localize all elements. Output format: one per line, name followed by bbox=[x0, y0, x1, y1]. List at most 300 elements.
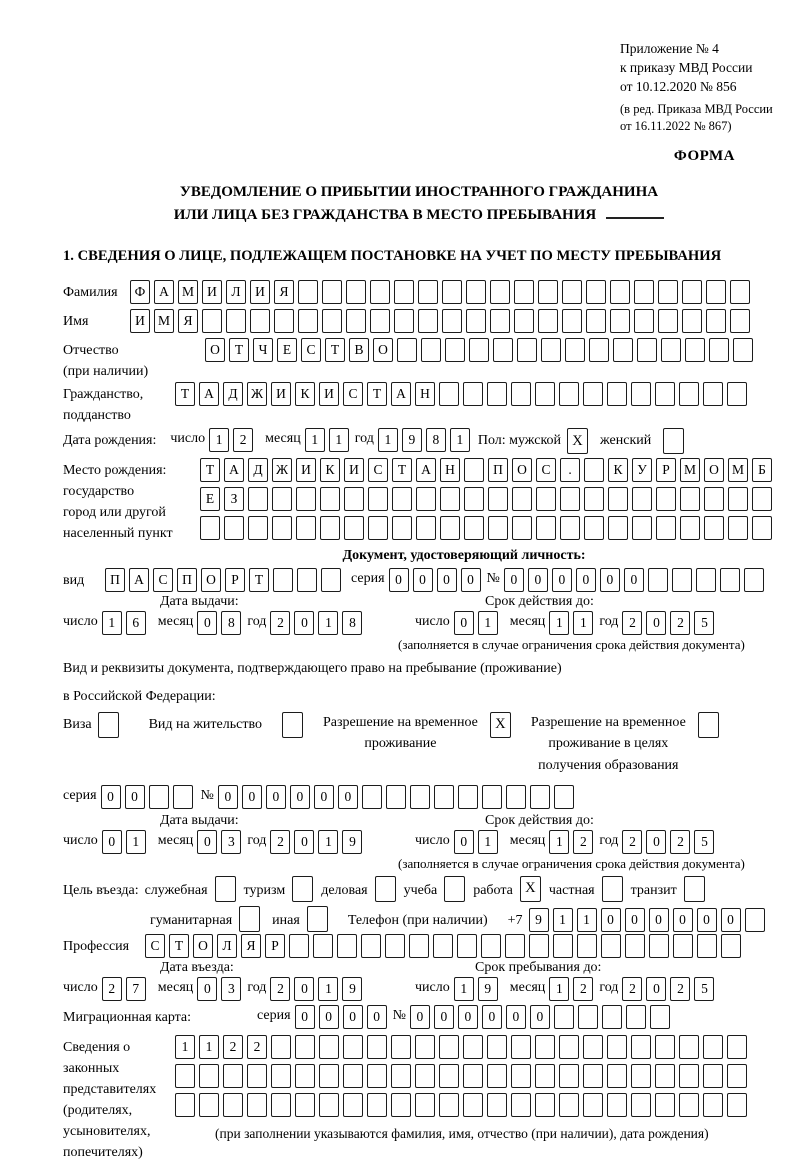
char-box[interactable] bbox=[415, 1064, 435, 1088]
char-box[interactable] bbox=[696, 568, 716, 592]
char-box[interactable] bbox=[649, 934, 669, 958]
char-box[interactable] bbox=[298, 309, 318, 333]
char-box[interactable] bbox=[367, 1035, 387, 1059]
char-box[interactable]: А bbox=[416, 458, 436, 482]
char-box[interactable]: 2 bbox=[670, 611, 690, 635]
char-box[interactable]: Д bbox=[223, 382, 243, 406]
char-box[interactable] bbox=[704, 516, 724, 540]
char-box[interactable] bbox=[173, 785, 193, 809]
char-box[interactable] bbox=[583, 1093, 603, 1117]
char-box[interactable] bbox=[368, 487, 388, 511]
char-box[interactable] bbox=[464, 458, 484, 482]
char-box[interactable] bbox=[295, 1064, 315, 1088]
char-box[interactable] bbox=[506, 785, 526, 809]
char-box[interactable]: 3 bbox=[221, 830, 241, 854]
char-box[interactable]: 8 bbox=[342, 611, 362, 635]
char-box[interactable] bbox=[682, 309, 702, 333]
char-box[interactable] bbox=[682, 280, 702, 304]
char-box[interactable] bbox=[586, 280, 606, 304]
char-box[interactable] bbox=[391, 1093, 411, 1117]
char-box[interactable]: 0 bbox=[437, 568, 457, 592]
char-box[interactable]: С bbox=[536, 458, 556, 482]
char-box[interactable]: И bbox=[296, 458, 316, 482]
char-box[interactable]: 1 bbox=[450, 428, 470, 452]
char-box[interactable]: 1 bbox=[549, 977, 569, 1001]
char-box[interactable] bbox=[344, 487, 364, 511]
char-box[interactable]: 0 bbox=[294, 830, 314, 854]
char-box[interactable]: 2 bbox=[270, 830, 290, 854]
char-box[interactable] bbox=[343, 1035, 363, 1059]
char-box[interactable] bbox=[175, 1064, 195, 1088]
sex-female-checkbox[interactable] bbox=[663, 428, 684, 454]
char-box[interactable]: Ж bbox=[247, 382, 267, 406]
char-box[interactable] bbox=[410, 785, 430, 809]
char-box[interactable] bbox=[577, 934, 597, 958]
char-box[interactable]: Р bbox=[225, 568, 245, 592]
char-box[interactable] bbox=[319, 1064, 339, 1088]
char-box[interactable] bbox=[321, 568, 341, 592]
char-box[interactable]: 6 bbox=[126, 611, 146, 635]
char-box[interactable] bbox=[583, 1035, 603, 1059]
char-box[interactable] bbox=[319, 1093, 339, 1117]
char-box[interactable]: 0 bbox=[624, 568, 644, 592]
char-box[interactable]: 0 bbox=[721, 908, 741, 932]
char-box[interactable]: П bbox=[488, 458, 508, 482]
char-box[interactable]: 0 bbox=[506, 1005, 526, 1029]
purpose-humanitarian-checkbox[interactable] bbox=[239, 906, 260, 932]
char-box[interactable]: К bbox=[320, 458, 340, 482]
char-box[interactable] bbox=[344, 516, 364, 540]
char-box[interactable]: Е bbox=[277, 338, 297, 362]
char-box[interactable]: 1 bbox=[573, 611, 593, 635]
char-box[interactable] bbox=[658, 309, 678, 333]
char-box[interactable]: С bbox=[145, 934, 165, 958]
char-box[interactable] bbox=[728, 516, 748, 540]
char-box[interactable] bbox=[608, 487, 628, 511]
char-box[interactable] bbox=[626, 1005, 646, 1029]
char-box[interactable] bbox=[274, 309, 294, 333]
char-box[interactable] bbox=[439, 382, 459, 406]
char-box[interactable]: 3 bbox=[221, 977, 241, 1001]
char-box[interactable]: С bbox=[153, 568, 173, 592]
char-box[interactable] bbox=[514, 280, 534, 304]
char-box[interactable]: 0 bbox=[314, 785, 334, 809]
char-box[interactable]: 0 bbox=[482, 1005, 502, 1029]
char-box[interactable] bbox=[320, 516, 340, 540]
char-box[interactable]: З bbox=[224, 487, 244, 511]
char-box[interactable] bbox=[370, 280, 390, 304]
char-box[interactable]: И bbox=[130, 309, 150, 333]
char-box[interactable] bbox=[703, 1093, 723, 1117]
char-box[interactable] bbox=[511, 1064, 531, 1088]
char-box[interactable]: 1 bbox=[454, 977, 474, 1001]
char-box[interactable] bbox=[487, 1064, 507, 1088]
sex-male-checkbox[interactable]: X bbox=[567, 428, 588, 454]
char-box[interactable] bbox=[319, 1035, 339, 1059]
char-box[interactable]: 0 bbox=[697, 908, 717, 932]
char-box[interactable] bbox=[149, 785, 169, 809]
char-box[interactable]: Т bbox=[367, 382, 387, 406]
char-box[interactable] bbox=[730, 309, 750, 333]
char-box[interactable] bbox=[529, 934, 549, 958]
char-box[interactable] bbox=[248, 487, 268, 511]
char-box[interactable]: 1 bbox=[126, 830, 146, 854]
char-box[interactable] bbox=[175, 1093, 195, 1117]
char-box[interactable] bbox=[752, 487, 772, 511]
char-box[interactable]: А bbox=[154, 280, 174, 304]
char-box[interactable]: 0 bbox=[530, 1005, 550, 1029]
char-box[interactable] bbox=[493, 338, 513, 362]
char-box[interactable] bbox=[463, 1093, 483, 1117]
char-box[interactable] bbox=[610, 280, 630, 304]
char-box[interactable]: И bbox=[250, 280, 270, 304]
char-box[interactable] bbox=[416, 516, 436, 540]
char-box[interactable] bbox=[673, 934, 693, 958]
char-box[interactable]: К bbox=[295, 382, 315, 406]
char-box[interactable] bbox=[727, 1093, 747, 1117]
char-box[interactable] bbox=[361, 934, 381, 958]
char-box[interactable] bbox=[658, 280, 678, 304]
char-box[interactable] bbox=[727, 382, 747, 406]
char-box[interactable] bbox=[415, 1035, 435, 1059]
char-box[interactable] bbox=[559, 1093, 579, 1117]
char-box[interactable]: Ф bbox=[130, 280, 150, 304]
char-box[interactable]: 0 bbox=[673, 908, 693, 932]
char-box[interactable] bbox=[481, 934, 501, 958]
char-box[interactable] bbox=[631, 1035, 651, 1059]
visa-checkbox[interactable] bbox=[98, 712, 119, 738]
char-box[interactable]: 0 bbox=[294, 611, 314, 635]
char-box[interactable]: 9 bbox=[478, 977, 498, 1001]
char-box[interactable] bbox=[488, 487, 508, 511]
char-box[interactable]: 9 bbox=[529, 908, 549, 932]
char-box[interactable] bbox=[679, 1035, 699, 1059]
char-box[interactable]: Д bbox=[248, 458, 268, 482]
char-box[interactable]: К bbox=[608, 458, 628, 482]
char-box[interactable] bbox=[397, 338, 417, 362]
char-box[interactable] bbox=[554, 1005, 574, 1029]
char-box[interactable] bbox=[487, 1093, 507, 1117]
char-box[interactable] bbox=[464, 487, 484, 511]
char-box[interactable] bbox=[745, 908, 765, 932]
char-box[interactable] bbox=[733, 338, 753, 362]
char-box[interactable] bbox=[343, 1093, 363, 1117]
char-box[interactable]: 1 bbox=[478, 830, 498, 854]
char-box[interactable] bbox=[367, 1093, 387, 1117]
char-box[interactable] bbox=[202, 309, 222, 333]
char-box[interactable] bbox=[458, 785, 478, 809]
char-box[interactable] bbox=[511, 1035, 531, 1059]
char-box[interactable] bbox=[625, 934, 645, 958]
purpose-private-checkbox[interactable] bbox=[602, 876, 623, 902]
char-box[interactable] bbox=[297, 568, 317, 592]
char-box[interactable]: 0 bbox=[504, 568, 524, 592]
char-box[interactable]: 9 bbox=[342, 977, 362, 1001]
char-box[interactable] bbox=[632, 487, 652, 511]
char-box[interactable]: 0 bbox=[294, 977, 314, 1001]
char-box[interactable] bbox=[720, 568, 740, 592]
char-box[interactable] bbox=[697, 934, 717, 958]
char-box[interactable]: 5 bbox=[694, 977, 714, 1001]
char-box[interactable]: О bbox=[704, 458, 724, 482]
char-box[interactable]: 5 bbox=[694, 611, 714, 635]
char-box[interactable] bbox=[490, 280, 510, 304]
char-box[interactable]: О bbox=[512, 458, 532, 482]
char-box[interactable] bbox=[482, 785, 502, 809]
char-box[interactable]: 2 bbox=[622, 830, 642, 854]
char-box[interactable]: Т bbox=[175, 382, 195, 406]
char-box[interactable] bbox=[457, 934, 477, 958]
char-box[interactable]: 2 bbox=[270, 611, 290, 635]
char-box[interactable]: 0 bbox=[218, 785, 238, 809]
char-box[interactable]: 0 bbox=[646, 611, 666, 635]
char-box[interactable]: Я bbox=[274, 280, 294, 304]
char-box[interactable] bbox=[535, 1064, 555, 1088]
char-box[interactable]: Б bbox=[752, 458, 772, 482]
temp-permit-checkbox[interactable]: X bbox=[490, 712, 511, 738]
char-box[interactable] bbox=[418, 309, 438, 333]
char-box[interactable]: Т bbox=[169, 934, 189, 958]
char-box[interactable] bbox=[416, 487, 436, 511]
char-box[interactable] bbox=[655, 1064, 675, 1088]
char-box[interactable]: 2 bbox=[233, 428, 253, 452]
char-box[interactable] bbox=[632, 516, 652, 540]
char-box[interactable] bbox=[589, 338, 609, 362]
char-box[interactable]: И bbox=[271, 382, 291, 406]
char-box[interactable]: 8 bbox=[221, 611, 241, 635]
char-box[interactable] bbox=[703, 1035, 723, 1059]
char-box[interactable] bbox=[394, 280, 414, 304]
char-box[interactable] bbox=[439, 1093, 459, 1117]
char-box[interactable]: 0 bbox=[461, 568, 481, 592]
char-box[interactable]: М bbox=[728, 458, 748, 482]
char-box[interactable]: 0 bbox=[528, 568, 548, 592]
char-box[interactable]: М bbox=[178, 280, 198, 304]
char-box[interactable] bbox=[392, 487, 412, 511]
char-box[interactable]: 0 bbox=[458, 1005, 478, 1029]
char-box[interactable] bbox=[394, 309, 414, 333]
char-box[interactable]: 0 bbox=[102, 830, 122, 854]
char-box[interactable] bbox=[553, 934, 573, 958]
char-box[interactable] bbox=[415, 1093, 435, 1117]
char-box[interactable] bbox=[514, 309, 534, 333]
char-box[interactable] bbox=[421, 338, 441, 362]
char-box[interactable]: Е bbox=[200, 487, 220, 511]
char-box[interactable] bbox=[223, 1093, 243, 1117]
char-box[interactable] bbox=[386, 785, 406, 809]
char-box[interactable]: 0 bbox=[454, 611, 474, 635]
purpose-work-checkbox[interactable]: X bbox=[520, 876, 541, 902]
char-box[interactable] bbox=[744, 568, 764, 592]
char-box[interactable] bbox=[298, 280, 318, 304]
char-box[interactable]: 1 bbox=[318, 977, 338, 1001]
char-box[interactable]: 1 bbox=[329, 428, 349, 452]
char-box[interactable]: У bbox=[632, 458, 652, 482]
char-box[interactable] bbox=[709, 338, 729, 362]
residence-permit-checkbox[interactable] bbox=[282, 712, 303, 738]
char-box[interactable] bbox=[661, 338, 681, 362]
char-box[interactable]: 0 bbox=[197, 611, 217, 635]
char-box[interactable] bbox=[685, 338, 705, 362]
char-box[interactable]: 2 bbox=[622, 611, 642, 635]
char-box[interactable]: 8 bbox=[426, 428, 446, 452]
char-box[interactable] bbox=[706, 280, 726, 304]
char-box[interactable]: В bbox=[349, 338, 369, 362]
char-box[interactable] bbox=[391, 1035, 411, 1059]
char-box[interactable] bbox=[271, 1035, 291, 1059]
char-box[interactable] bbox=[650, 1005, 670, 1029]
char-box[interactable]: 2 bbox=[573, 977, 593, 1001]
char-box[interactable]: 0 bbox=[389, 568, 409, 592]
char-box[interactable] bbox=[607, 1064, 627, 1088]
char-box[interactable] bbox=[541, 338, 561, 362]
char-box[interactable] bbox=[439, 1035, 459, 1059]
char-box[interactable] bbox=[313, 934, 333, 958]
char-box[interactable] bbox=[610, 309, 630, 333]
char-box[interactable] bbox=[505, 934, 525, 958]
char-box[interactable]: 0 bbox=[367, 1005, 387, 1029]
char-box[interactable]: Н bbox=[440, 458, 460, 482]
char-box[interactable] bbox=[634, 309, 654, 333]
purpose-transit-checkbox[interactable] bbox=[684, 876, 705, 902]
char-box[interactable]: 2 bbox=[247, 1035, 267, 1059]
char-box[interactable]: 0 bbox=[295, 1005, 315, 1029]
char-box[interactable]: 9 bbox=[342, 830, 362, 854]
char-box[interactable] bbox=[296, 487, 316, 511]
char-box[interactable]: Ч bbox=[253, 338, 273, 362]
char-box[interactable] bbox=[634, 280, 654, 304]
char-box[interactable] bbox=[578, 1005, 598, 1029]
char-box[interactable] bbox=[490, 309, 510, 333]
char-box[interactable] bbox=[560, 487, 580, 511]
char-box[interactable] bbox=[337, 934, 357, 958]
char-box[interactable] bbox=[559, 1064, 579, 1088]
char-box[interactable] bbox=[463, 1064, 483, 1088]
char-box[interactable]: Т bbox=[249, 568, 269, 592]
char-box[interactable]: 0 bbox=[434, 1005, 454, 1029]
char-box[interactable]: А bbox=[199, 382, 219, 406]
char-box[interactable] bbox=[445, 338, 465, 362]
char-box[interactable] bbox=[442, 280, 462, 304]
char-box[interactable] bbox=[728, 487, 748, 511]
char-box[interactable]: М bbox=[154, 309, 174, 333]
char-box[interactable] bbox=[271, 1093, 291, 1117]
char-box[interactable]: 2 bbox=[223, 1035, 243, 1059]
char-box[interactable]: 2 bbox=[270, 977, 290, 1001]
char-box[interactable]: 0 bbox=[410, 1005, 430, 1029]
char-box[interactable]: 0 bbox=[343, 1005, 363, 1029]
char-box[interactable] bbox=[584, 516, 604, 540]
char-box[interactable] bbox=[442, 309, 462, 333]
char-box[interactable]: 1 bbox=[102, 611, 122, 635]
char-box[interactable] bbox=[391, 1064, 411, 1088]
char-box[interactable]: Н bbox=[415, 382, 435, 406]
char-box[interactable] bbox=[535, 1093, 555, 1117]
char-box[interactable]: 9 bbox=[402, 428, 422, 452]
char-box[interactable] bbox=[223, 1064, 243, 1088]
char-box[interactable] bbox=[487, 1035, 507, 1059]
char-box[interactable] bbox=[466, 280, 486, 304]
char-box[interactable]: Р bbox=[265, 934, 285, 958]
char-box[interactable]: Т bbox=[229, 338, 249, 362]
char-box[interactable]: 0 bbox=[101, 785, 121, 809]
char-box[interactable] bbox=[562, 309, 582, 333]
char-box[interactable] bbox=[703, 1064, 723, 1088]
char-box[interactable] bbox=[727, 1035, 747, 1059]
char-box[interactable] bbox=[511, 1093, 531, 1117]
char-box[interactable] bbox=[433, 934, 453, 958]
char-box[interactable] bbox=[469, 338, 489, 362]
char-box[interactable]: С bbox=[343, 382, 363, 406]
char-box[interactable]: 2 bbox=[670, 977, 690, 1001]
char-box[interactable]: 2 bbox=[573, 830, 593, 854]
char-box[interactable] bbox=[464, 516, 484, 540]
char-box[interactable] bbox=[637, 338, 657, 362]
char-box[interactable]: Л bbox=[217, 934, 237, 958]
char-box[interactable]: 7 bbox=[126, 977, 146, 1001]
char-box[interactable] bbox=[706, 309, 726, 333]
char-box[interactable] bbox=[322, 280, 342, 304]
char-box[interactable]: 0 bbox=[290, 785, 310, 809]
char-box[interactable] bbox=[512, 487, 532, 511]
char-box[interactable] bbox=[554, 785, 574, 809]
char-box[interactable]: Р bbox=[656, 458, 676, 482]
char-box[interactable] bbox=[530, 785, 550, 809]
char-box[interactable] bbox=[679, 1064, 699, 1088]
char-box[interactable]: О bbox=[373, 338, 393, 362]
char-box[interactable]: . bbox=[560, 458, 580, 482]
char-box[interactable]: О bbox=[205, 338, 225, 362]
char-box[interactable]: 0 bbox=[413, 568, 433, 592]
purpose-other-checkbox[interactable] bbox=[307, 906, 328, 932]
char-box[interactable]: 1 bbox=[209, 428, 229, 452]
char-box[interactable] bbox=[680, 487, 700, 511]
char-box[interactable] bbox=[535, 382, 555, 406]
char-box[interactable] bbox=[721, 934, 741, 958]
char-box[interactable] bbox=[362, 785, 382, 809]
char-box[interactable]: 1 bbox=[318, 830, 338, 854]
char-box[interactable]: 1 bbox=[305, 428, 325, 452]
char-box[interactable]: Я bbox=[178, 309, 198, 333]
char-box[interactable]: С bbox=[368, 458, 388, 482]
char-box[interactable]: 0 bbox=[576, 568, 596, 592]
char-box[interactable]: П bbox=[105, 568, 125, 592]
char-box[interactable] bbox=[680, 516, 700, 540]
char-box[interactable] bbox=[368, 516, 388, 540]
char-box[interactable] bbox=[608, 516, 628, 540]
char-box[interactable]: 2 bbox=[102, 977, 122, 1001]
char-box[interactable] bbox=[440, 487, 460, 511]
char-box[interactable] bbox=[586, 309, 606, 333]
char-box[interactable]: П bbox=[177, 568, 197, 592]
char-box[interactable]: Т bbox=[392, 458, 412, 482]
purpose-tourism-checkbox[interactable] bbox=[292, 876, 313, 902]
char-box[interactable]: О bbox=[193, 934, 213, 958]
char-box[interactable] bbox=[343, 1064, 363, 1088]
char-box[interactable]: 1 bbox=[378, 428, 398, 452]
char-box[interactable]: Т bbox=[325, 338, 345, 362]
char-box[interactable]: 0 bbox=[625, 908, 645, 932]
char-box[interactable] bbox=[295, 1093, 315, 1117]
char-box[interactable] bbox=[583, 1064, 603, 1088]
char-box[interactable] bbox=[679, 1093, 699, 1117]
char-box[interactable] bbox=[488, 516, 508, 540]
char-box[interactable]: 1 bbox=[478, 611, 498, 635]
char-box[interactable] bbox=[704, 487, 724, 511]
char-box[interactable]: 0 bbox=[197, 830, 217, 854]
char-box[interactable] bbox=[463, 1035, 483, 1059]
char-box[interactable] bbox=[559, 382, 579, 406]
